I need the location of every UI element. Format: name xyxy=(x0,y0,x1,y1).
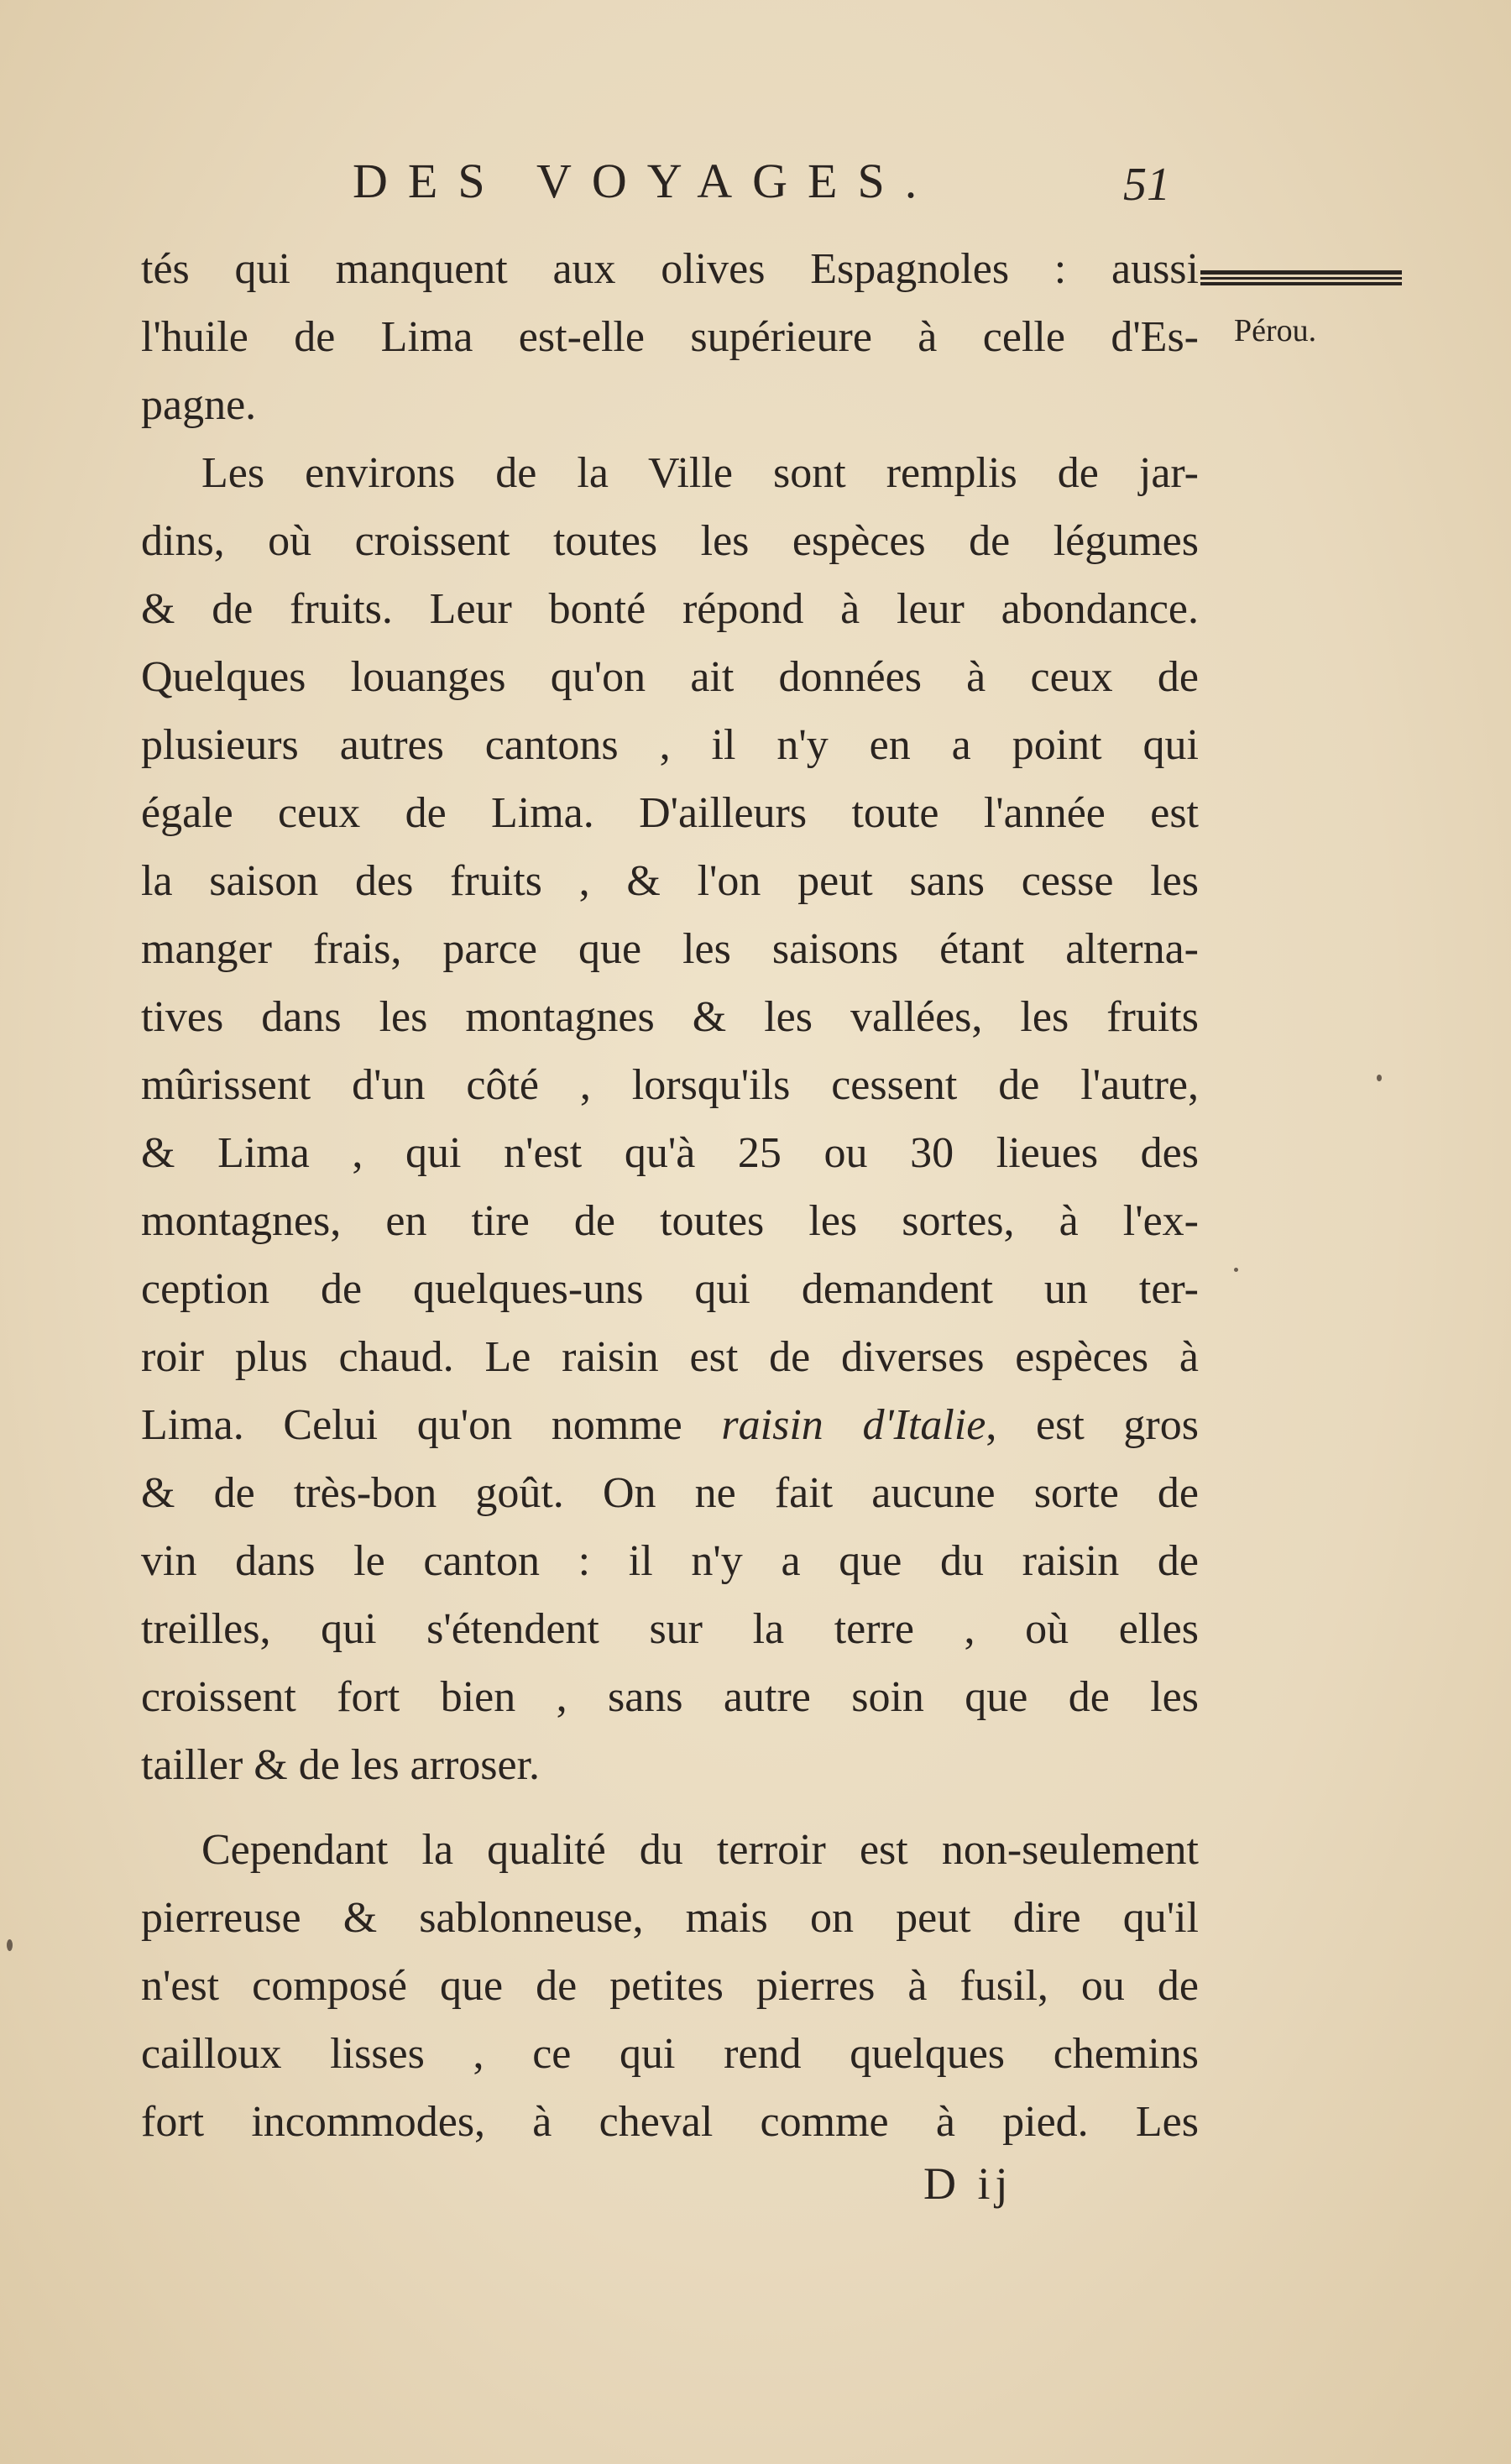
text-line: n'est composé que de petites pierres à fusil, ou de xyxy=(141,1962,1199,2010)
text-line: Cependant la qualité du terroir est non-seulement xyxy=(201,1826,1199,1874)
text-line: tailler & de les arroser. xyxy=(141,1741,541,1789)
text-line: fort incommodes, à cheval comme à pied. Les xyxy=(141,2098,1199,2146)
text-segment: Lima. Celui qu'on nomme xyxy=(141,1401,722,1449)
text-line: vin dans le canton : il n'y a que du raisin de xyxy=(141,1537,1199,1585)
text-line: égale ceux de Lima. D'ailleurs toute l'année est xyxy=(141,789,1199,837)
text-line: Les environs de la Ville sont remplis de jar- xyxy=(201,449,1199,497)
text-line: dins, où croissent toutes les espèces de légumes xyxy=(141,517,1199,565)
text-line: la saison des fruits , & l'on peut sans cesse les xyxy=(141,857,1199,905)
text-line: mûrissent d'un côté , lorsqu'ils cessent de l'autre, xyxy=(141,1061,1199,1109)
text-line: Quelques louanges qu'on ait données à ceux de xyxy=(141,653,1199,701)
text-line xyxy=(141,1391,1199,1459)
running-head: DES VOYAGES. xyxy=(353,154,938,208)
text-line: pagne. xyxy=(141,381,257,429)
text-line: treilles, qui s'étendent sur la terre , où elles xyxy=(141,1605,1199,1653)
margin-rule xyxy=(1200,270,1402,285)
text-line: cailloux lisses , ce qui rend quelques chemins xyxy=(141,2030,1199,2078)
page-number: 51 xyxy=(1123,159,1170,211)
text-line: plusieurs autres cantons , il n'y en a point qui xyxy=(141,721,1199,769)
text-line: tives dans les montagnes & les vallées, les fruits xyxy=(141,993,1199,1041)
text-segment: , est gros xyxy=(986,1401,1199,1449)
margin-note: Pérou. xyxy=(1234,313,1317,348)
text-line: roir plus chaud. Le raisin est de diverses espèces à xyxy=(141,1333,1199,1381)
body-text xyxy=(141,235,1199,2156)
italic-term: raisin d'Italie xyxy=(721,1401,986,1449)
text-line: & de fruits. Leur bonté répond à leur abondance. xyxy=(141,585,1199,633)
text-line: pierreuse & sablonneuse, mais on peut dire qu'il xyxy=(141,1894,1199,1942)
text-line: l'huile de Lima est-elle supérieure à celle d'Es- xyxy=(141,313,1199,361)
text-line: & de très-bon goût. On ne fait aucune sorte de xyxy=(141,1469,1199,1517)
paper-speck xyxy=(1234,1268,1238,1272)
text-line: manger frais, parce que les saisons étant alterna- xyxy=(141,925,1199,973)
text-line: ception de quelques-uns qui demandent un ter- xyxy=(141,1265,1199,1313)
text-line: croissent fort bien , sans autre soin que de les xyxy=(141,1673,1199,1721)
text-line: & Lima , qui n'est qu'à 25 ou 30 lieues des xyxy=(141,1129,1199,1177)
text-line: montagnes, en tire de toutes les sortes, à l'ex- xyxy=(141,1197,1199,1245)
paper-speck xyxy=(7,1939,13,1951)
signature-mark: D ij xyxy=(923,2158,1013,2209)
text-line: tés qui manquent aux olives Espagnoles : aussi xyxy=(141,245,1199,293)
paper-speck xyxy=(1377,1075,1382,1081)
